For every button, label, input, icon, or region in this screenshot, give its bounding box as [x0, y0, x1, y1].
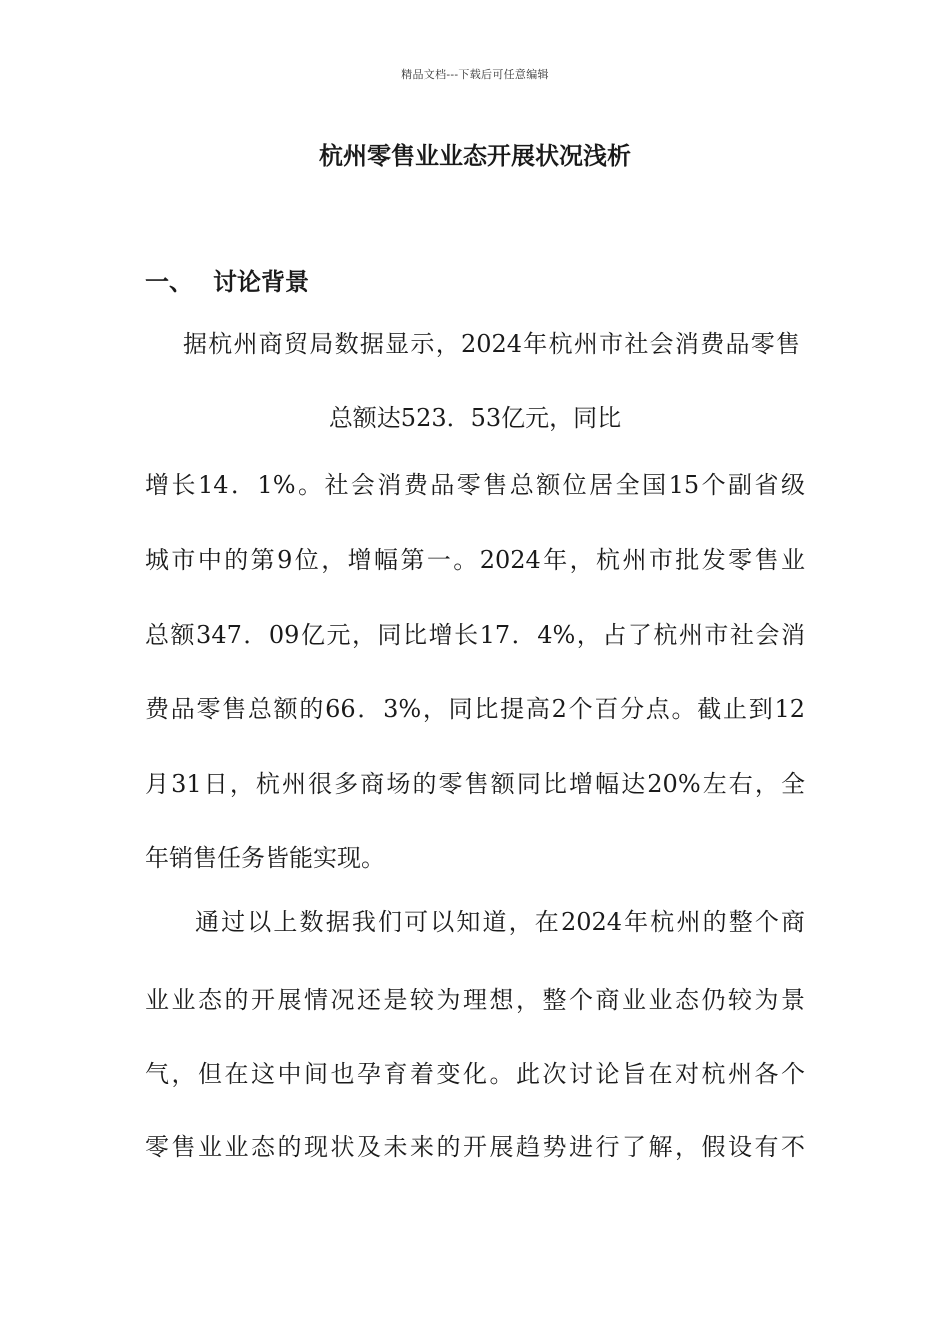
paragraph-line: 总额347．09亿元，同比增长17．4%，占了杭州市社会消	[145, 621, 805, 649]
paragraph-line: 年销售任务皆能实现。	[145, 844, 385, 872]
paragraph-line: 气，但在这中间也孕育着变化。此次讨论旨在对杭州各个	[145, 1060, 805, 1088]
paragraph-line: 业业态的开展情况还是较为理想，整个商业业态仍较为景	[145, 986, 805, 1014]
document-title: 杭州零售业业态开展状况浅析	[319, 141, 631, 170]
section-title: 讨论背景	[213, 267, 309, 296]
paragraph-line: 月31日，杭州很多商场的零售额同比增幅达20%左右，全	[145, 770, 805, 798]
page-header: 精品文档---下载后可任意编辑	[401, 68, 549, 81]
paragraph-line: 费品零售总额的66．3%，同比提高2个百分点。截止到12	[145, 695, 805, 723]
paragraph-line: 通过以上数据我们可以知道，在2024年杭州的整个商	[195, 908, 805, 936]
section-heading	[145, 262, 309, 297]
paragraph-line: 总额达523．53亿元，同比	[328, 404, 622, 432]
paragraph-line: 零售业业态的现状及未来的开展趋势进行了解，假设有不	[145, 1133, 805, 1161]
section-number: 一、	[145, 267, 193, 296]
paragraph-line: 城市中的第9位，增幅第一。2024年，杭州市批发零售业	[145, 546, 805, 574]
paragraph-line: 据杭州商贸局数据显示，2024年杭州市社会消费品零售	[183, 330, 800, 358]
paragraph-line: 增长14．1%。社会消费品零售总额位居全国15个副省级	[145, 471, 805, 499]
